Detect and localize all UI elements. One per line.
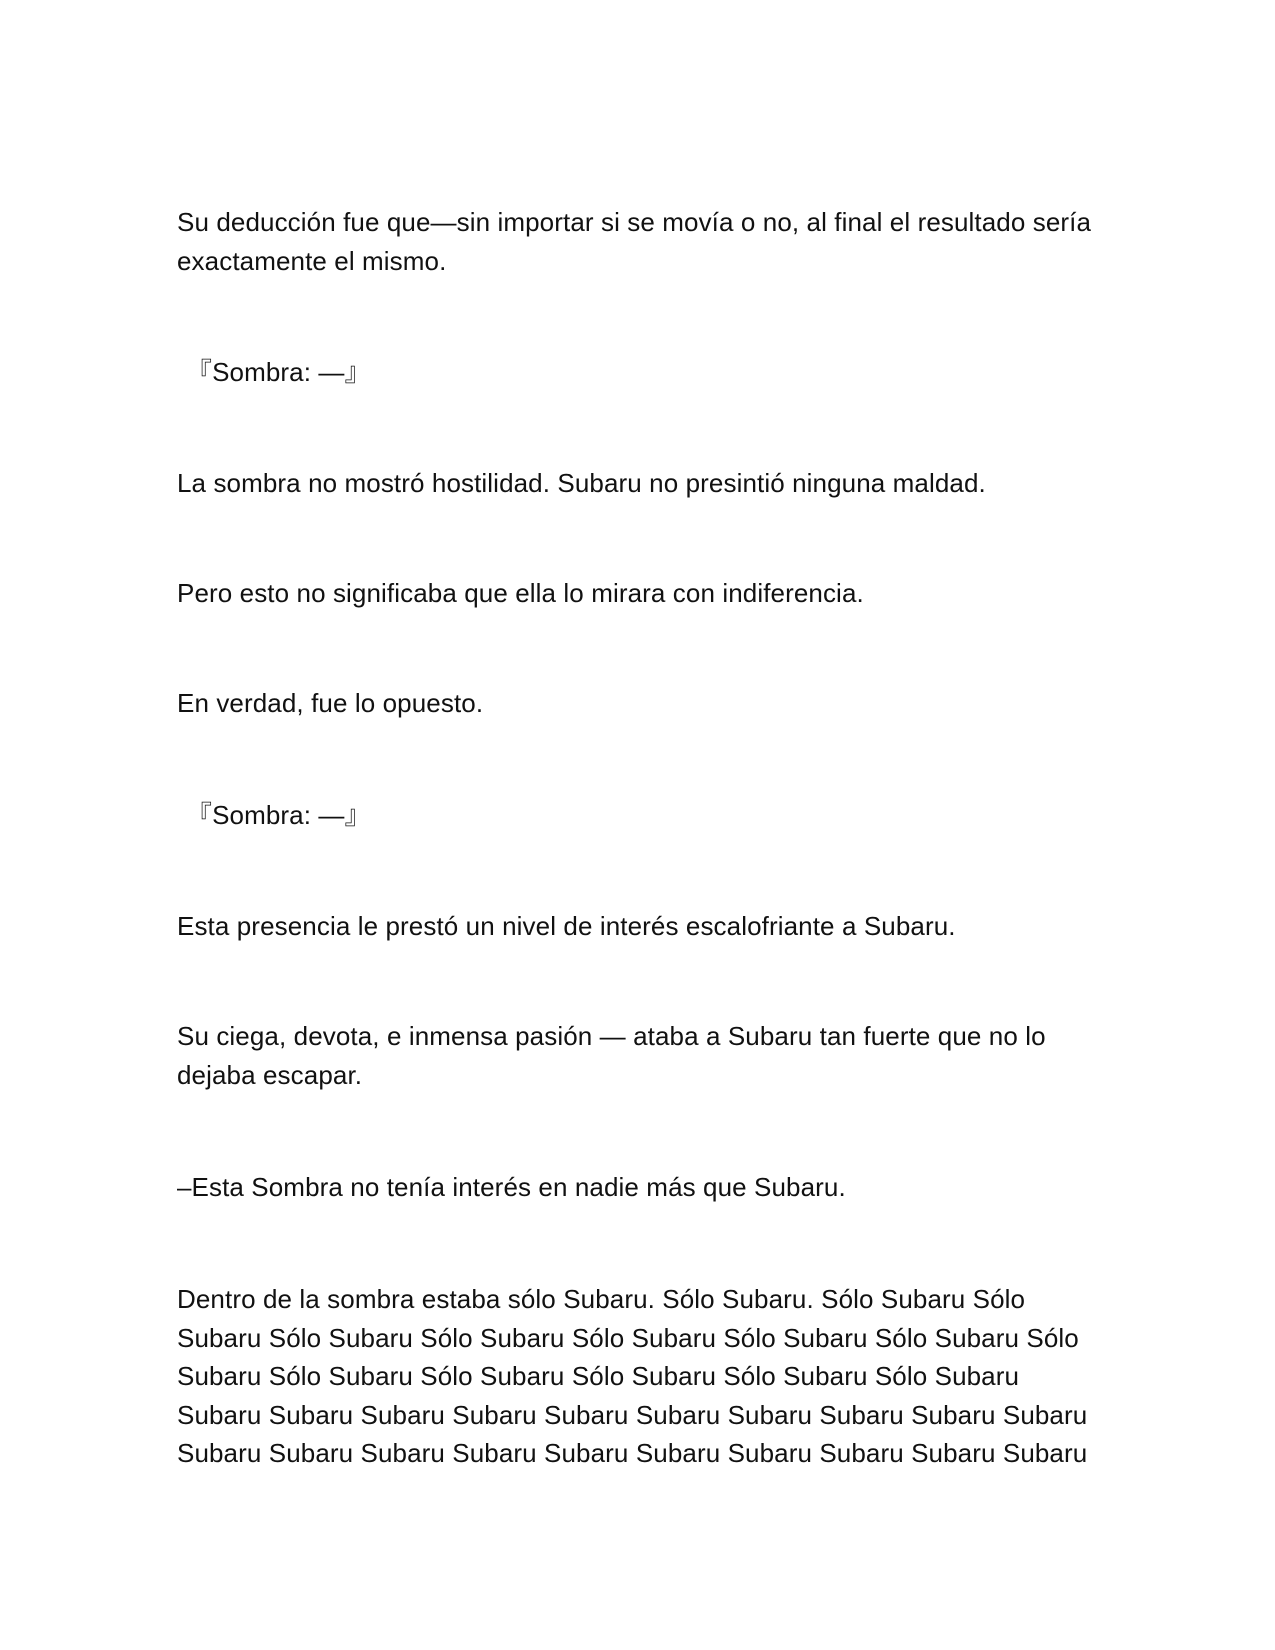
paragraph-passion: Su ciega, devota, e inmensa pasión — ataba a Subaru tan fuerte que no lo dejaba escapar. <box>177 1021 1046 1090</box>
paragraph-interest: Esta presencia le prestó un nivel de interés escalofriante a Subaru. <box>177 911 956 941</box>
paragraph-indifference: Pero esto no significaba que ella lo mirara con indiferencia. <box>177 578 864 608</box>
paragraph-subaru-repetition: Dentro de la sombra estaba sólo Subaru. Sólo Subaru. Sólo Subaru Sólo Subaru Sólo Subaru Sólo Subaru Sólo Subaru Sólo Subaru Sólo Subaru Sólo Subaru Sólo Subaru Sólo Subaru Sólo Subaru Sólo Subaru Sólo Subaru Subaru Subaru Subaru Subaru Subaru Subaru Subaru Subaru Subaru Subaru Subaru Subaru Subaru Subaru Subaru Subaru Subaru Subaru Subaru Subaru <box>177 1284 1088 1468</box>
paragraph-no-hostility: La sombra no mostró hostilidad. Subaru no presintió ninguna maldad. <box>177 468 986 498</box>
dialogue-shadow-1: 『Sombra: —』 <box>186 357 371 387</box>
paragraph-only-subaru: –Esta Sombra no tenía interés en nadie más que Subaru. <box>177 1172 846 1202</box>
paragraph-deduction: Su deducción fue que—sin importar si se movía o no, al final el resultado sería exactamente el mismo. <box>177 207 1092 276</box>
dialogue-shadow-2: 『Sombra: —』 <box>186 800 371 830</box>
paragraph-opposite: En verdad, fue lo opuesto. <box>177 688 484 718</box>
